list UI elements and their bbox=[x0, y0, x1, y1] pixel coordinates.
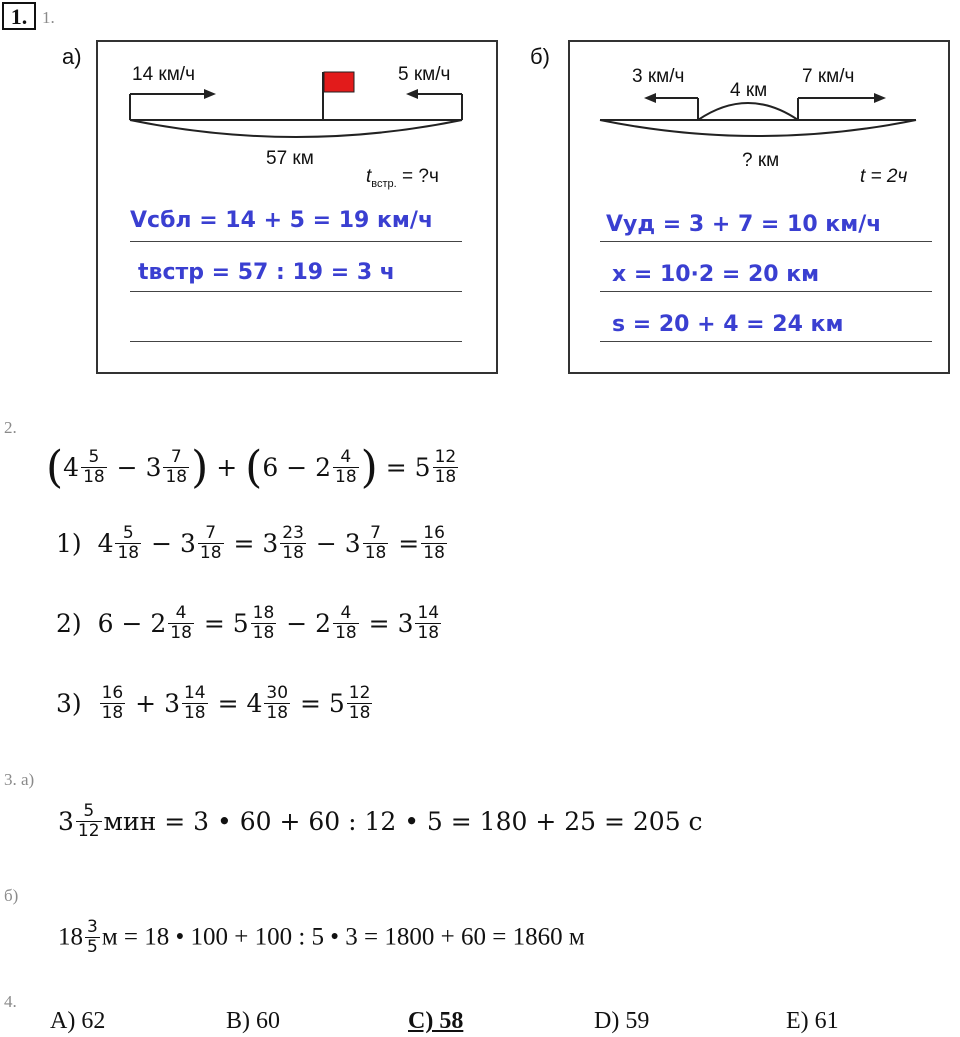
diagram-a bbox=[96, 40, 498, 374]
task-3a-label: 3. а) bbox=[4, 770, 35, 789]
answer-option-c-correct: C) 58 bbox=[408, 1008, 464, 1034]
answer-option-a: A) 62 bbox=[50, 1008, 106, 1034]
task-2-step-2: 2) 6 − 2 $\frac{4}{18}$ = 5 $\frac{18}{18}$ − 2 $\frac{4}{18}$ = 3 $\frac{14}{18}$ bbox=[56, 603, 440, 643]
diagram-b-label: б) bbox=[530, 44, 550, 69]
gap-b: 4 км bbox=[730, 80, 768, 101]
answer-option-e: E) 61 bbox=[786, 1008, 839, 1034]
meeting-time-a: $t_{встр.}$ = ?ч bbox=[366, 166, 439, 190]
solution-line-3-b: s = 20 + 4 = 24 км bbox=[612, 312, 844, 337]
task-2-label: 2. bbox=[4, 418, 17, 437]
task-2-step-3: 3) $\frac{16}{18}$ + 3 $\frac{14}{18}$ = 4 $\frac{30}{18}$ = 5 $\frac{12}{18}$ bbox=[56, 683, 371, 723]
rule-2-b bbox=[600, 291, 932, 292]
time-b: t = 2ч bbox=[860, 166, 908, 187]
answer-option-d: D) 59 bbox=[594, 1008, 650, 1034]
diagram-b bbox=[568, 40, 950, 374]
solution-line-1-b: Vуд = 3 + 7 = 10 км/ч bbox=[606, 212, 882, 237]
task-3b-label: б) bbox=[4, 886, 19, 905]
distance-a: 57 км bbox=[266, 148, 314, 169]
rule-3-b bbox=[600, 341, 932, 342]
flag bbox=[324, 72, 354, 92]
rule-1-a bbox=[130, 241, 462, 242]
speed-left-a: 14 км/ч bbox=[132, 64, 195, 85]
task-3b-equation: 18 $\frac{3}{5}$ м = 18 • 100 + 100 : 5 • 3 = 1800 + 60 = 1860 м bbox=[58, 917, 585, 957]
answer-option-b: B) 60 bbox=[226, 1008, 280, 1034]
distance-b: ? км bbox=[742, 150, 780, 171]
task-2-step-1: 1) 4 $\frac{5}{18}$ − 3 $\frac{7}{18}$ = 3 $\frac{23}{18}$ − 3 $\frac{7}{18}$ = $\frac{16}{18}$ bbox=[56, 523, 445, 563]
solution-line-2-b: x = 10·2 = 20 км bbox=[612, 262, 820, 287]
solution-line-1-a: Vсбл = 14 + 5 = 19 км/ч bbox=[130, 208, 434, 233]
speed-right-b: 7 км/ч bbox=[802, 66, 855, 87]
speed-right-a: 5 км/ч bbox=[398, 64, 451, 85]
task-2-main-equation: (4 $\frac{5}{18}$ − 3 $\frac{7}{18}$ ) + (6 − 2 $\frac{4}{18}$ ) = 5 $\frac{12}{18}$ bbox=[46, 442, 457, 493]
speed-left-b: 3 км/ч bbox=[632, 66, 685, 87]
task-4-label: 4. bbox=[4, 992, 17, 1011]
solution-line-2-a: tвстр = 57 : 19 = 3 ч bbox=[138, 260, 395, 285]
rule-1-b bbox=[600, 241, 932, 242]
diagram-a-label: а) bbox=[62, 44, 82, 69]
rule-3-a bbox=[130, 341, 462, 342]
task-number-box: 1. bbox=[2, 2, 36, 30]
sub-number: 1. bbox=[42, 8, 55, 27]
task-3a-equation: 3 $\frac{5}{12}$ мин = 3 • 60 + 60 : 12 • 5 = 180 + 25 = 205 с bbox=[58, 801, 703, 841]
rule-2-a bbox=[130, 291, 462, 292]
